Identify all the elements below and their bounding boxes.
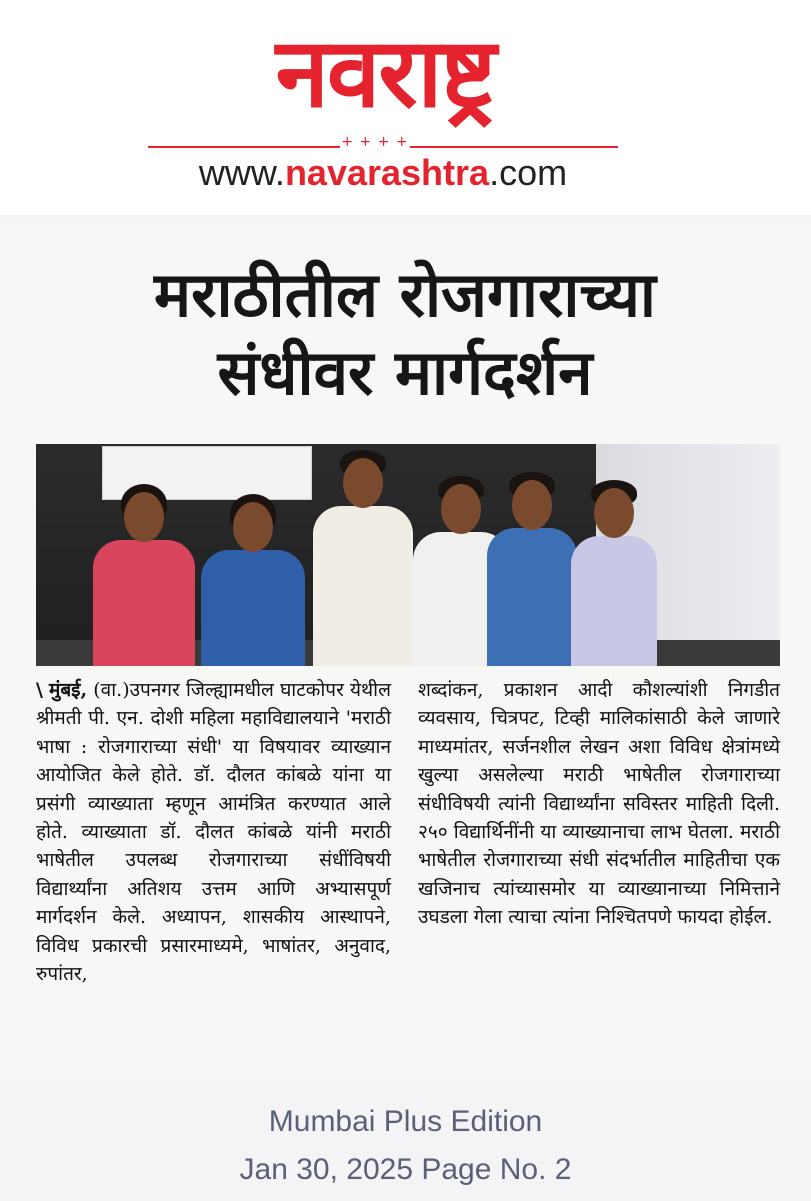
person-clothing [201,550,305,666]
article-photo [36,444,780,666]
person-head [594,488,634,538]
person-head [512,480,552,530]
headline-line-1: मराठीतील रोजगाराच्या [154,258,656,331]
person-figure [308,444,418,666]
url-prefix: www. [198,152,285,193]
article-column-right [418,676,780,932]
person-clothing [313,506,413,666]
url-brand: navarashtra [284,152,490,193]
person-clothing [93,540,195,666]
masthead [0,0,811,215]
masthead-stars: + + + + [341,134,409,150]
edition-label: Mumbai Plus Edition [268,1105,543,1138]
person-figure [196,444,310,666]
column-right-text: शब्दांकन, प्रकाशन आदी कौशल्यांशी निगडीत व्यवसाय, चित्रपट, टिव्ही मालिकांसाठी केले जाणारे माध्यमांतर, सर्जनशील लेखन अशा विविध क्षेत्रांमध्ये खुल्या असलेल्या मराठी भाषेतील रोजगाराच्या संधीविषयी त्यांनी विद्यार्थ्यांना सविस्तर माहिती दिली. २५० विद्यार्थिनींनी या व्याख्यानाचा लाभ घेतला. मराठी भाषेतील रोजगाराच्या संधी संदर्भातील माहितीचा एक खजिनाच त्यांच्यासमोर या व्याख्यानाच्या निमित्ताने उघडला गेला त्याचा त्यांना निश्चितपणे फायदा होईल. [418,679,780,929]
column-left-text: (वा.)उपनगर जिल्ह्यामधील घाटकोपर येथील श्रीमती पी. एन. दोशी महिला महाविद्यालयाने 'मराठी भाषा : रोजगाराच्या संधी' या विषयावर व्याख्यान आयोजित केले होते. डॉ. दौलत कांबळे यांना या प्रसंगी व्याख्याता म्हणून आमंत्रित करण्यात आले होते. व्याख्याता डॉ. दौलत कांबळे यांनी मराठी भाषेतील उपलब्ध रोजगाराच्या संधींविषयी विद्यार्थ्यांना अतिशय उत्तम आणि अभ्यासपूर्ण मार्गदर्शन केले. अध्यापन, शासकीय आस्थापने, विविध प्रकारची प्रसारमाध्यमे, भाषांतर, अनुवाद, रुपांतर, [36,679,391,986]
person-head [124,492,164,542]
masthead-url [148,152,618,194]
person-head [441,484,481,534]
person-figure [566,444,662,666]
masthead-logo-title: नवराष्ट्र [275,17,495,129]
headline-line-2: संधीवर मार्गदर्शन [217,336,593,409]
edition-date-page: Jan 30, 2025 Page No. 2 [239,1153,572,1186]
article-headline [20,256,790,412]
person-head [343,458,383,508]
person-head [233,502,273,552]
dateline-city: मुंबई, [48,679,88,701]
url-suffix: .com [489,152,568,193]
person-figure [88,444,200,666]
person-clothing [571,536,657,666]
dateline-mark: \ [36,679,43,701]
person-clothing [487,528,577,666]
article-column-left [36,676,391,988]
